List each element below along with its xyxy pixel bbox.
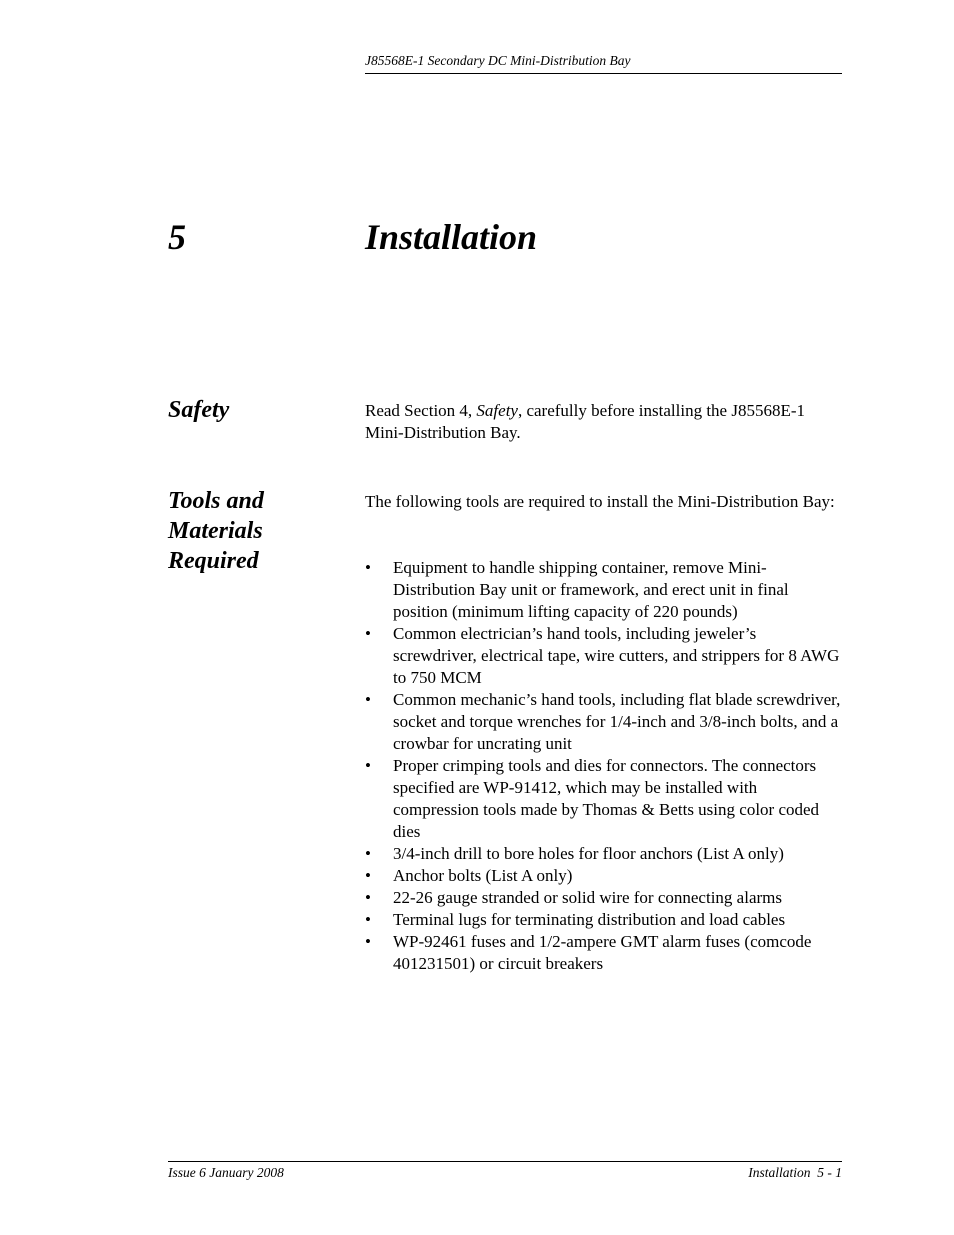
list-item xyxy=(365,843,843,865)
safety-text-before: Read Section 4, xyxy=(365,401,477,420)
tools-heading-line: Tools and xyxy=(168,488,264,514)
bullet-icon: • xyxy=(365,558,371,577)
bullet-icon: • xyxy=(365,932,371,951)
tools-list xyxy=(365,557,843,975)
list-item xyxy=(365,931,843,975)
list-item-text: Terminal lugs for terminating distribution and load cables xyxy=(393,910,786,929)
bullet-icon: • xyxy=(365,866,371,885)
bullet-icon: • xyxy=(365,690,371,709)
list-item-text: Equipment to handle shipping container, remove Mini-Distribution Bay unit or framework, and erect unit in final position (minimum lifting capacity of 220 pounds) xyxy=(393,558,789,621)
footer-issue: Issue 6 January 2008 xyxy=(168,1165,284,1180)
list-item xyxy=(365,557,843,623)
list-item xyxy=(365,755,843,843)
safety-paragraph xyxy=(365,400,843,444)
list-item-text: Anchor bolts (List A only) xyxy=(393,866,573,885)
footer-page-number: Installation 5 - 1 xyxy=(748,1165,842,1180)
chapter-title: Installation xyxy=(365,217,538,257)
tools-heading-line: Materials xyxy=(168,518,263,544)
safety-text-emphasis: Safety xyxy=(476,401,518,420)
list-item-text: 22-26 gauge stranded or solid wire for connecting alarms xyxy=(393,888,782,907)
running-footer xyxy=(168,1161,842,1182)
running-header: J85568E-1 Secondary DC Mini-Distribution Bay xyxy=(365,52,842,74)
list-item-text: Common electrician’s hand tools, including jeweler’s screwdriver, electrical tape, wire cutters, and strippers for 8 AWG to 750 MCM xyxy=(393,624,840,687)
bullet-icon: • xyxy=(365,910,371,929)
tools-heading xyxy=(168,486,348,576)
list-item xyxy=(365,689,843,755)
chapter-number: 5 xyxy=(168,217,186,257)
tools-heading-line: Required xyxy=(168,548,259,574)
safety-heading: Safety xyxy=(168,397,230,423)
list-item-text: 3/4-inch drill to bore holes for floor anchors (List A only) xyxy=(393,844,784,863)
list-item-text: WP-92461 fuses and 1/2-ampere GMT alarm fuses (comcode 401231501) or circuit breakers xyxy=(393,932,812,973)
tools-intro: The following tools are required to install the Mini-Distribution Bay: xyxy=(365,492,835,511)
list-item xyxy=(365,909,843,931)
list-item xyxy=(365,623,843,689)
list-item-text: Common mechanic’s hand tools, including flat blade screwdriver, socket and torque wrenches for 1/4-inch and 3/8-inch bolts, and a crowbar for uncrating unit xyxy=(393,690,841,753)
list-item xyxy=(365,865,843,887)
bullet-icon: • xyxy=(365,888,371,907)
list-item xyxy=(365,887,843,909)
bullet-icon: • xyxy=(365,844,371,863)
list-item-text: Proper crimping tools and dies for connectors. The connectors specified are WP-91412, which may be installed with compression tools made by Thomas & Betts using color coded dies xyxy=(393,756,820,841)
bullet-icon: • xyxy=(365,624,371,643)
safety-text-after: , carefully before installing the J85568E-1 Mini-Distribution Bay. xyxy=(365,401,805,442)
bullet-icon: • xyxy=(365,756,371,775)
